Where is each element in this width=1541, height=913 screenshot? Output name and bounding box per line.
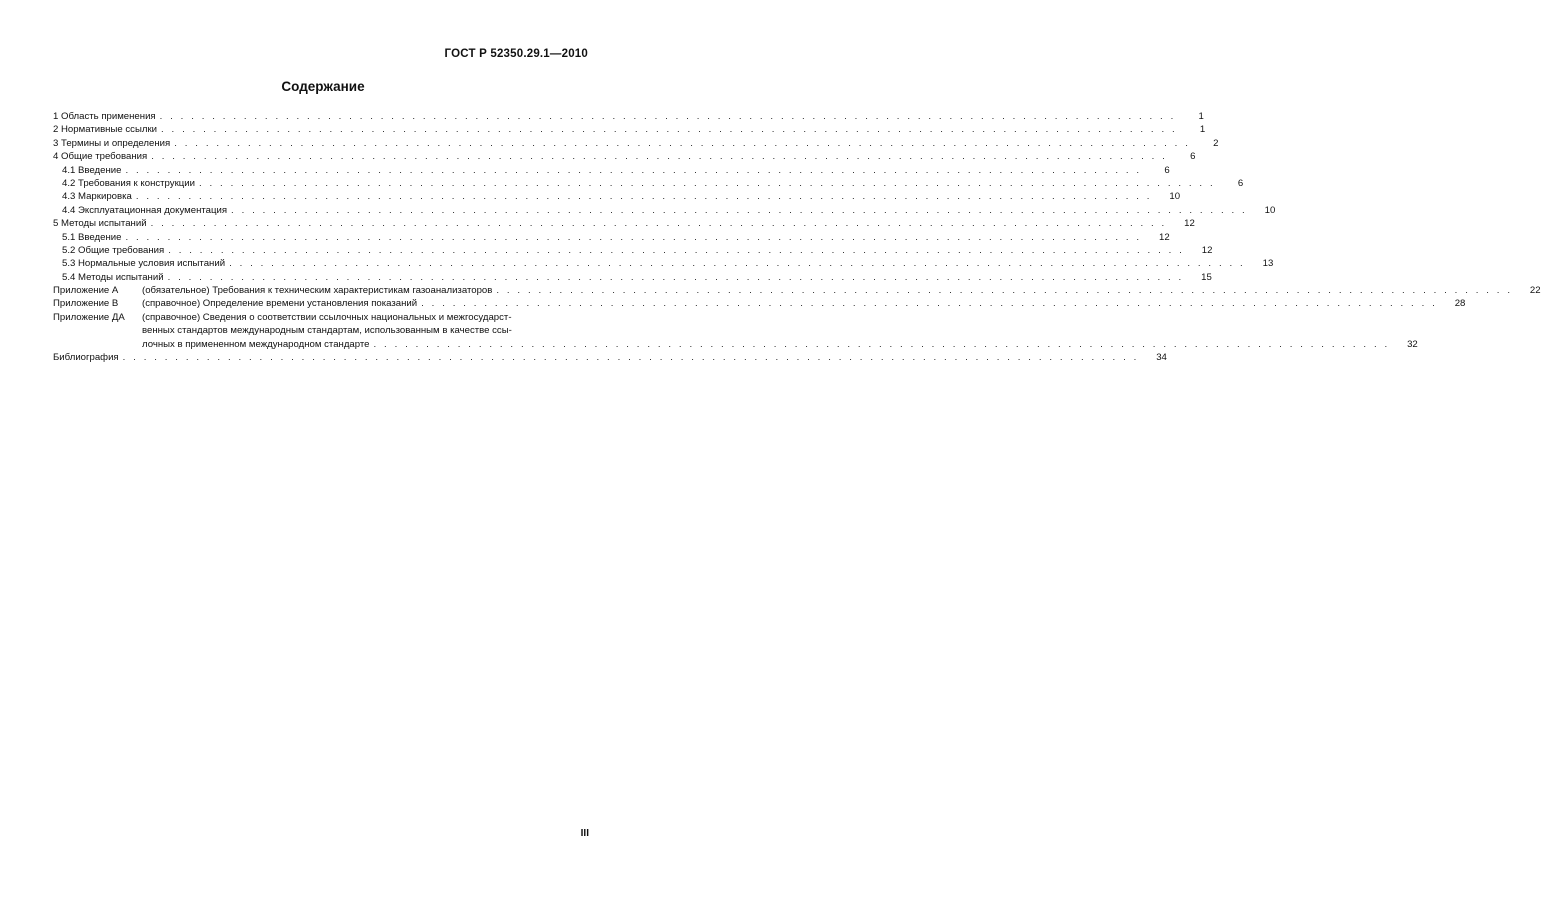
dot-leader xyxy=(174,137,1190,150)
toc-entry[interactable] xyxy=(53,271,1212,284)
toc-entry[interactable] xyxy=(53,257,1274,270)
toc-page: 1 xyxy=(1198,111,1204,122)
dot-leader xyxy=(231,204,1247,217)
appendix-label: Приложение ДА xyxy=(53,311,125,323)
toc-page: 15 xyxy=(1201,271,1212,283)
toc-page: 6 xyxy=(1164,164,1170,176)
dot-leader xyxy=(151,150,1167,163)
toc-entry[interactable] xyxy=(53,177,1244,190)
toc-entry-text: 4 Общие требования xyxy=(53,151,148,163)
toc-entry-text: Библиография xyxy=(53,352,119,364)
dot-leader xyxy=(151,217,1167,230)
dot-leader xyxy=(136,190,1152,203)
appendix-text-line: венных стандартов международным стандартам, использованным в качестве ссы- xyxy=(142,325,512,337)
toc-entry-text: 5.1 Введение xyxy=(62,231,122,243)
toc-entry-text: 5.2 Общие требования xyxy=(62,244,165,256)
page-number: III xyxy=(580,828,589,839)
dot-leader xyxy=(199,177,1215,190)
toc-entry[interactable] xyxy=(53,244,1213,257)
appendix-label: Приложение В xyxy=(53,298,119,310)
toc-entry[interactable] xyxy=(53,123,1206,136)
toc-title: Содержание xyxy=(281,79,365,94)
toc-entry[interactable] xyxy=(53,137,1219,150)
table-of-contents xyxy=(53,110,1541,364)
toc-page: 28 xyxy=(1454,298,1466,310)
appendix-label: Приложение А xyxy=(53,285,119,297)
dot-leader xyxy=(123,351,1139,364)
toc-entry[interactable] xyxy=(53,150,1196,163)
toc-entry-text: 5 Методы испытаний xyxy=(53,218,147,230)
toc-entry-text: 1 Область применения xyxy=(53,111,156,122)
toc-page: 6 xyxy=(1190,151,1196,163)
dot-leader xyxy=(160,110,1176,123)
toc-page: 10 xyxy=(1264,204,1276,216)
toc-entry[interactable] xyxy=(53,190,1181,203)
appendix-entry[interactable] xyxy=(53,284,1541,297)
dot-leader xyxy=(229,257,1245,270)
toc-page: 34 xyxy=(1156,352,1167,364)
toc-page: 6 xyxy=(1237,177,1244,189)
appendix-text: (справочное) Определение времени установления показаний xyxy=(142,298,418,310)
toc-entry-text: 4.3 Маркировка xyxy=(62,191,132,203)
toc-entry-text: 2 Нормативные ссылки xyxy=(53,124,158,136)
dot-leader xyxy=(496,284,1512,297)
toc-entry-text: 4.1 Введение xyxy=(62,164,122,176)
dot-leader xyxy=(125,164,1141,177)
toc-entry[interactable] xyxy=(53,217,1195,230)
dot-leader xyxy=(168,271,1184,284)
dot-leader xyxy=(421,297,1437,310)
toc-entry-text: 3 Термины и определения xyxy=(53,137,171,149)
toc-entry[interactable] xyxy=(53,231,1170,244)
dot-leader xyxy=(125,231,1141,244)
toc-entry[interactable] xyxy=(53,110,1204,123)
toc-page: 13 xyxy=(1262,258,1274,270)
toc-page: 12 xyxy=(1184,218,1195,230)
toc-entry-text: 4.2 Требования к конструкции xyxy=(62,177,195,189)
toc-page: 2 xyxy=(1213,137,1219,149)
toc-page: 12 xyxy=(1201,244,1213,256)
appendix-entry[interactable] xyxy=(53,297,1466,310)
toc-entry-text: 5.4 Методы испытаний xyxy=(62,271,164,283)
appendix-text-line: лочных в примененном международном стандарте xyxy=(142,338,370,350)
toc-entry[interactable] xyxy=(53,164,1170,177)
toc-page: 12 xyxy=(1159,231,1170,243)
toc-page: 22 xyxy=(1529,285,1541,297)
toc-page: 10 xyxy=(1169,191,1181,203)
bibliography-entry[interactable] xyxy=(53,351,1167,364)
toc-entry-text: 4.4 Эксплуатационная документация xyxy=(62,204,228,216)
toc-page: 32 xyxy=(1407,338,1418,350)
standard-id: ГОСТ Р 52350.29.1—2010 xyxy=(444,48,588,60)
dot-leader xyxy=(374,338,1390,351)
dot-leader xyxy=(161,123,1177,136)
appendix-entry[interactable] xyxy=(53,311,1418,351)
toc-entry[interactable] xyxy=(53,204,1276,217)
toc-page: 1 xyxy=(1199,124,1206,136)
appendix-text-line: (справочное) Сведения о соответствии ссылочных национальных и межгосударст- xyxy=(142,311,512,323)
toc-entry-text: 5.3 Нормальные условия испытаний xyxy=(62,258,226,270)
appendix-text: (обязательное) Требования к техническим характеристикам газоанализаторов xyxy=(142,285,493,297)
dot-leader xyxy=(168,244,1184,257)
